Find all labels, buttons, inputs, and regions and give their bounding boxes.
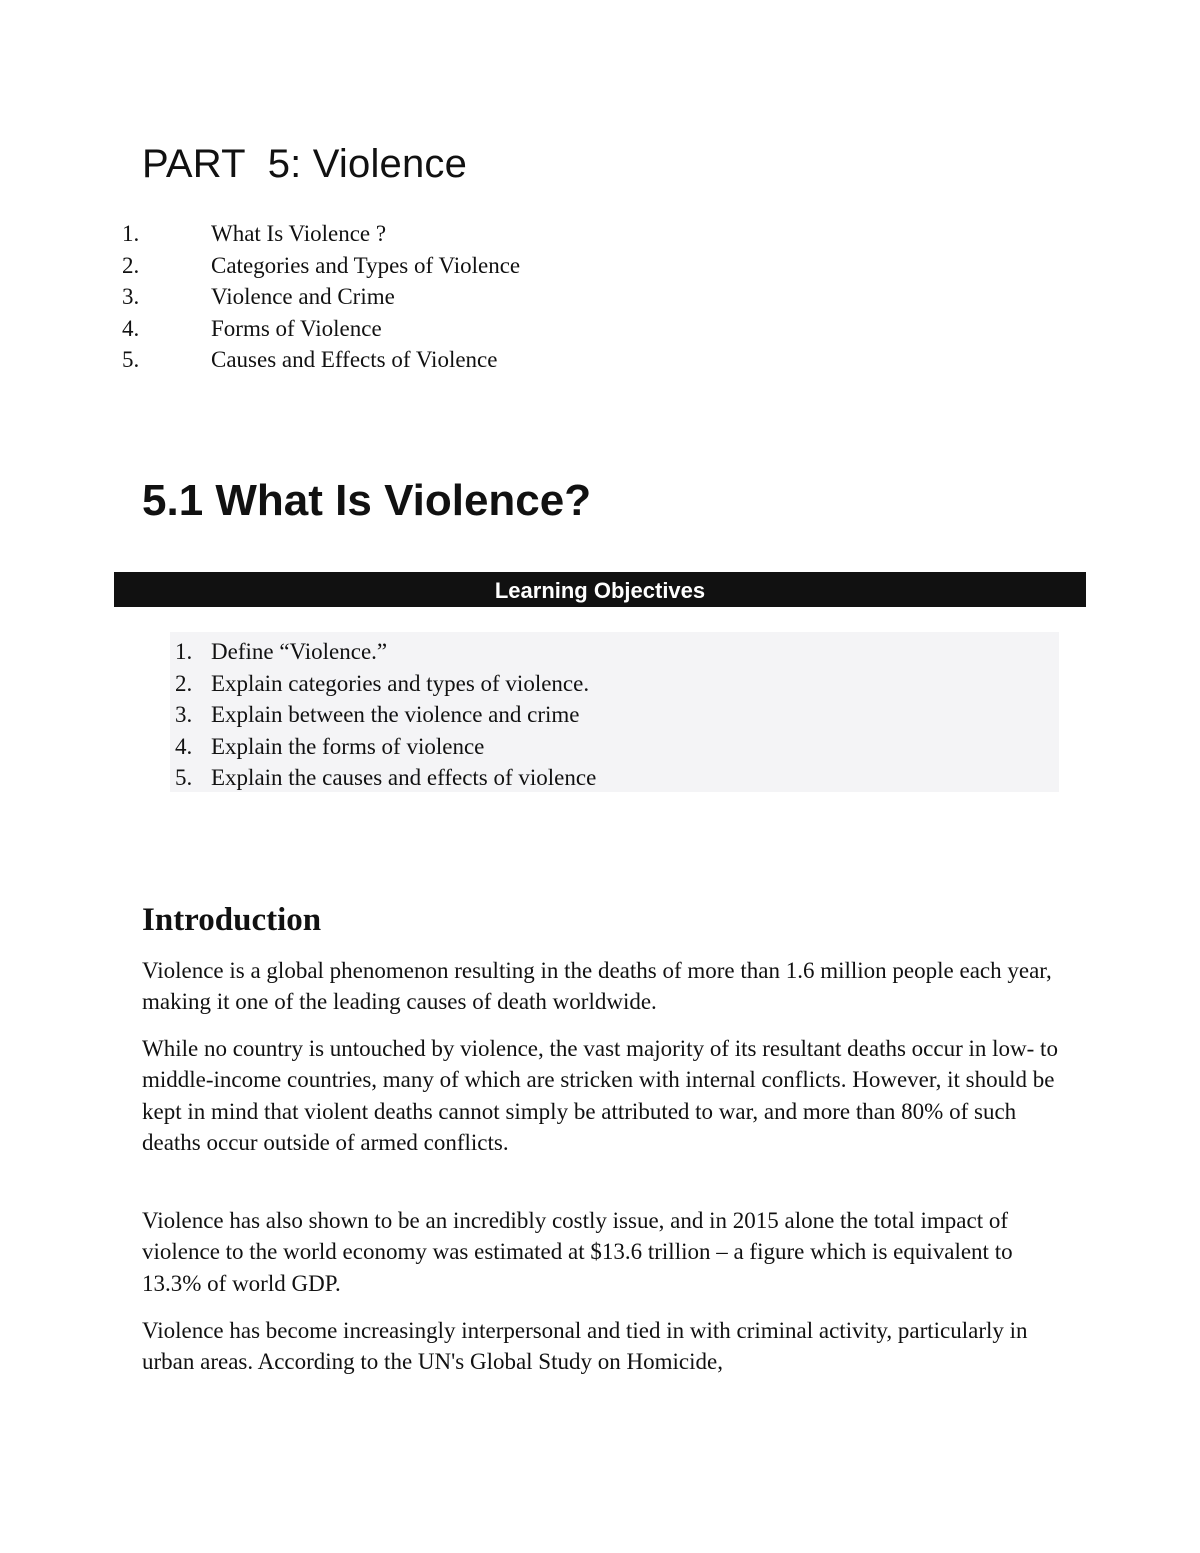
objective-text: Explain the causes and effects of violence: [211, 765, 597, 790]
introduction-paragraph: Violence has become increasingly interpersonal and tied in with criminal activity, particularly in urban areas. According to the UN's Global Study on Homicide,: [142, 1318, 1028, 1375]
learning-objectives-list: [170, 632, 1059, 794]
objective-text: Define “Violence.”: [211, 639, 388, 664]
toc-item-text: Violence and Crime: [211, 284, 395, 309]
objective-number: 3.: [175, 702, 193, 727]
toc-item-number: 4.: [122, 315, 140, 341]
learning-objectives-box: [170, 632, 1059, 792]
objective-number: 1.: [175, 639, 193, 664]
toc-item: [122, 313, 520, 345]
toc-item-text: What Is Violence ?: [211, 221, 387, 246]
introduction-heading: Introduction: [142, 902, 322, 938]
objective-item: [175, 762, 1059, 794]
objective-item: [175, 636, 1059, 668]
objective-text: Explain between the violence and crime: [211, 702, 580, 727]
toc-item-text: Forms of Violence: [211, 315, 382, 341]
introduction-paragraph: While no country is untouched by violence, the vast majority of its resultant deaths occur in low- to middle-income countries, many of which are stricken with internal conflicts. However, it should be kept in mind that violent deaths cannot simply be attributed to war, and more than 80% of such deaths occur outside of armed conflicts.: [142, 1036, 1058, 1155]
objective-number: 4.: [175, 733, 193, 759]
toc-item-number: 2.: [122, 252, 140, 278]
toc-item-number: 5.: [122, 347, 140, 372]
objective-item: [175, 731, 1059, 763]
table-of-contents: [122, 218, 520, 376]
part-title: PART 5: Violence: [142, 142, 468, 186]
objective-item: [175, 699, 1059, 731]
toc-item-text: Causes and Effects of Violence: [211, 347, 498, 372]
objective-item: [175, 668, 1059, 700]
introduction-paragraph: Violence is a global phenomenon resulting in the deaths of more than 1.6 million people each year, making it one of the leading causes of death worldwide.: [142, 958, 1052, 1015]
objective-number: 2.: [175, 670, 193, 696]
introduction-paragraph: Violence has also shown to be an incredibly costly issue, and in 2015 alone the total impact of violence to the world economy was estimated at $13.6 trillion – a figure which is equivalent to 13.3% of world GDP.: [142, 1208, 1013, 1296]
learning-objectives-heading: Learning Objectives: [114, 572, 1086, 607]
toc-item-number: 1.: [122, 221, 140, 246]
toc-item: [122, 344, 520, 376]
section-title: 5.1 What Is Violence?: [142, 476, 592, 525]
objective-text: Explain the forms of violence: [211, 733, 485, 759]
objective-number: 5.: [175, 765, 193, 790]
toc-item: [122, 250, 520, 282]
toc-item: [122, 218, 520, 250]
toc-item-number: 3.: [122, 284, 140, 309]
objective-text: Explain categories and types of violence.: [211, 670, 590, 696]
toc-item: [122, 281, 520, 313]
toc-item-text: Categories and Types of Violence: [211, 252, 521, 278]
